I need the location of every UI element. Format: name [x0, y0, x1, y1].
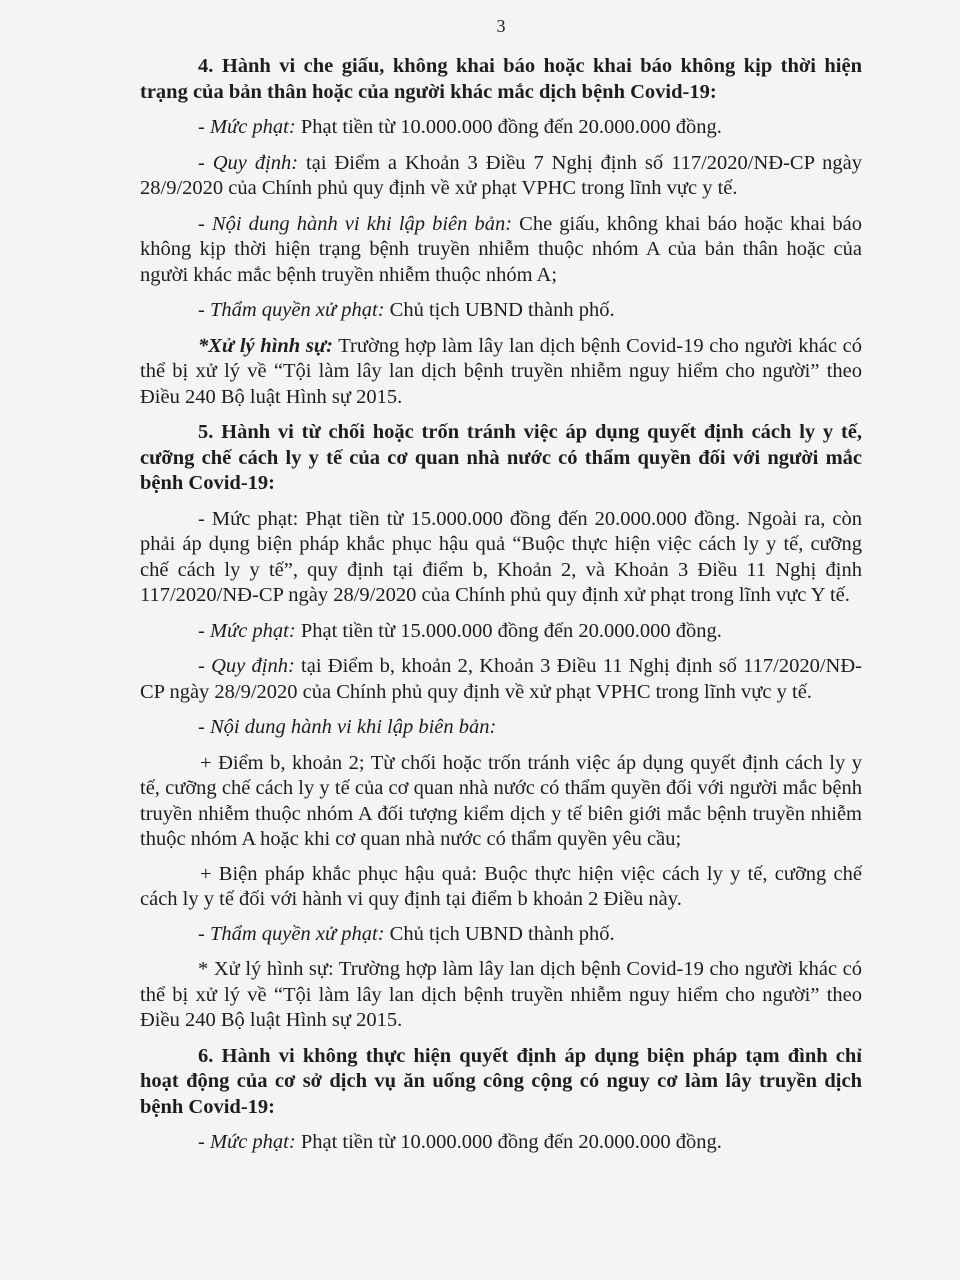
page-number: 3: [496, 16, 506, 36]
label: - Thẩm quyền xử phạt:: [198, 922, 385, 945]
label: - Mức phạt:: [198, 116, 296, 138]
text: tại Điểm b, khoản 2, Khoản 3 Điều 11 Nghị định số 117/2020/NĐ-CP ngày 28/9/2020 của Chính phủ quy định về xử phạt VPHC trong lĩnh vực y tế.: [140, 655, 862, 703]
section-4-heading: 4. Hành vi che giấu, không khai báo hoặc khai báo không kịp thời hiện trạng của bản thân hoặc của người khác mắc dịch bệnh Covid-19:: [140, 55, 862, 103]
section-5-remedy: + Biện pháp khắc phục hậu quả: Buộc thực hiện việc cách ly y tế, cưỡng chế cách ly y tế đối với hành vi quy định tại điểm b khoản 2 Điều này.: [140, 862, 862, 910]
section-4-rule: [140, 151, 862, 202]
section-6-heading: 6. Hành vi không thực hiện quyết định áp dụng biện pháp tạm đình chỉ hoạt động của cơ sở dịch vụ ăn uống công cộng có nguy cơ làm lây truyền dịch bệnh Covid-19:: [140, 1044, 862, 1118]
text: Phạt tiền từ 10.000.000 đồng đến 20.000.000 đồng.: [295, 116, 722, 138]
section-5-rule: [140, 654, 862, 705]
section-6-fine: [140, 1130, 862, 1156]
section-4-content: [140, 212, 862, 289]
label: - Quy định:: [198, 655, 295, 677]
text: Chủ tịch UBND thành phố.: [384, 299, 615, 321]
label: - Quy định:: [198, 151, 299, 174]
section-5-authority: [140, 922, 862, 948]
label: - Thẩm quyền xử phạt:: [198, 299, 385, 321]
text: Phạt tiền từ 15.000.000 đồng đến 20.000.000 đồng.: [295, 619, 722, 642]
label: - Mức phạt:: [198, 1131, 296, 1153]
text: tại Điểm a Khoản 3 Điều 7 Nghị định số 117/2020/NĐ-CP ngày 28/9/2020 của Chính phủ quy định về xử phạt VPHC trong lĩnh vực y tế.: [140, 151, 862, 199]
text: Phạt tiền từ 10.000.000 đồng đến 20.000.000 đồng.: [295, 1131, 722, 1153]
section-5-point-b: + Điểm b, khoản 2; Từ chối hoặc trốn tránh việc áp dụng quyết định cách ly y tế, cưỡng chế cách ly y tế của cơ quan nhà nước có thẩm quyền đối với người mắc bệnh truyền nhiễm thuộc nhóm A đối tượng kiểm dịch y tế biên giới mắc bệnh truyền nhiễm thuộc nhóm A hoặc khi cơ quan nhà nước có thẩm quyền yêu cầu;: [140, 751, 862, 850]
label: *Xử lý hình sự:: [198, 334, 333, 357]
section-5-fine: [140, 619, 862, 645]
text: Chủ tịch UBND thành phố.: [384, 922, 615, 945]
label: - Mức phạt:: [198, 619, 296, 642]
section-5-criminal: * Xử lý hình sự: Trường hợp làm lây lan dịch bệnh Covid-19 cho người khác có thể bị xử lý về “Tội làm lây lan dịch bệnh truyền nhiễm nguy hiểm cho người” theo Điều 240 Bộ luật Hình sự 2015.: [140, 958, 862, 1031]
section-4-criminal: [140, 334, 862, 411]
label: - Nội dung hành vi khi lập biên bản:: [198, 716, 497, 738]
section-4-fine: [140, 115, 862, 141]
text: Che giấu, không khai báo hoặc khai báo không kịp thời hiện trạng bệnh truyền nhiễm thuộc nhóm A của bản thân hoặc của người khác mắc bệnh truyền nhiễm thuộc nhóm A;: [140, 212, 862, 286]
label: - Nội dung hành vi khi lập biên bản:: [198, 212, 513, 235]
section-5-content-label: [140, 715, 862, 741]
section-4-authority: [140, 298, 862, 324]
text: Trường hợp làm lây lan dịch bệnh Covid-19 cho người khác có thể bị xử lý về “Tội làm lây lan dịch bệnh truyền nhiễm nguy hiểm cho người” theo Điều 240 Bộ luật Hình sự 2015.: [140, 334, 862, 408]
section-5-intro: - Mức phạt: Phạt tiền từ 15.000.000 đồng đến 20.000.000 đồng. Ngoài ra, còn phải áp dụng biện pháp khắc phục hậu quả “Buộc thực hiện việc cách ly y tế, cưỡng chế cách ly y tế”, quy định tại điểm b, Khoản 2, và Khoản 3 Điều 11 Nghị định 117/2020/NĐ-CP ngày 28/9/2020 của Chính phủ quy định xử phạt trong lĩnh vực Y tế.: [140, 507, 862, 606]
section-5-heading: 5. Hành vi từ chối hoặc trốn tránh việc áp dụng quyết định cách ly y tế, cưỡng chế cách ly y tế của cơ quan nhà nước có thẩm quyền đối với người mắc bệnh Covid-19:: [140, 421, 862, 494]
